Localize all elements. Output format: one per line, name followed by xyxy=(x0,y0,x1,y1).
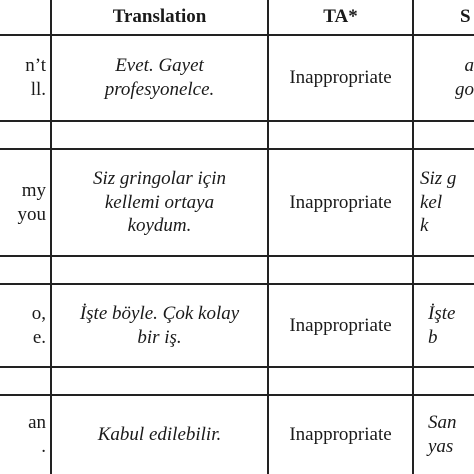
row-2-ta: Inappropriate xyxy=(289,191,392,213)
row-2-right: Siz g kel k xyxy=(420,167,457,237)
row-2-source: my you xyxy=(17,179,46,225)
row-3-source: o, e. xyxy=(31,302,46,348)
table-border-horizontal xyxy=(0,120,474,122)
row-2-translation: Siz gringolar için kellemi ortaya koydum. xyxy=(92,167,226,237)
header-ta: TA* xyxy=(323,6,358,28)
header-right-column: S xyxy=(460,6,471,28)
header-translation: Translation xyxy=(112,6,207,28)
table-border-horizontal xyxy=(0,366,474,368)
table-border-horizontal xyxy=(0,255,474,257)
row-1-translation: Evet. Gayet profesyonelce. xyxy=(104,55,215,100)
row-3-right: İşte b xyxy=(428,302,456,348)
row-4-right: San yas xyxy=(428,412,457,457)
row-3-translation: İşte böyle. Çok kolay bir iş. xyxy=(79,302,240,348)
row-3-ta: Inappropriate xyxy=(289,314,392,336)
row-4-translation: Kabul edilebilir. xyxy=(97,424,222,446)
row-1-ta: Inappropriate xyxy=(289,67,392,89)
row-1-right: a go xyxy=(455,55,474,100)
row-1-source: n’t ll. xyxy=(25,55,46,100)
row-4-ta: Inappropriate xyxy=(289,424,392,446)
row-4-source: an . xyxy=(28,412,46,457)
